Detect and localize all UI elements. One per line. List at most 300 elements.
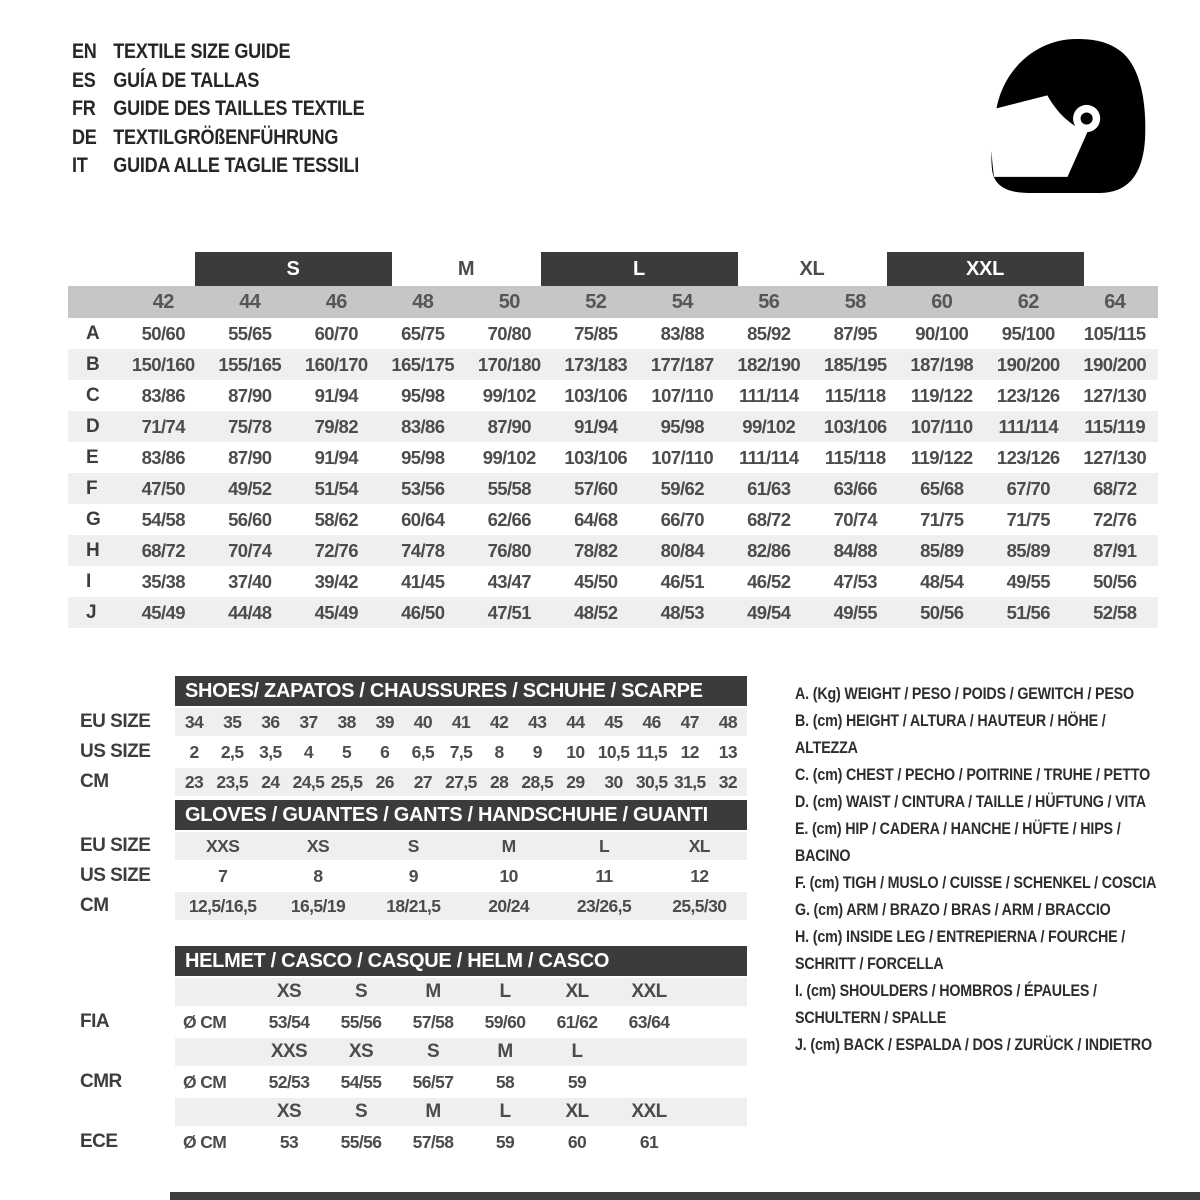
measure-row-label: G: [86, 508, 101, 530]
measure-value-cell: 52/58: [1093, 601, 1137, 623]
shoes-eu-value: 37: [299, 711, 318, 732]
measurement-legend: [795, 680, 1165, 1058]
gloves-us-value: 11: [595, 865, 613, 886]
gloves-cm-value: 18/21,5: [386, 895, 441, 916]
legend-item: C. (cm) CHEST / PECHO / POITRINE / TRUHE / PETTO: [795, 765, 1151, 784]
measure-value-cell: 99/102: [482, 384, 536, 406]
measure-value-cell: 35/38: [141, 570, 185, 592]
shoes-us-value: 10: [566, 741, 585, 762]
size-number: 46: [325, 290, 347, 313]
measure-value-cell: 50/56: [1093, 570, 1137, 592]
measure-value-cell: 80/84: [660, 539, 704, 561]
measure-row-label: E: [86, 446, 99, 468]
helmet-size-label: XXL: [631, 1101, 667, 1122]
helmet-size-label: M: [425, 1101, 441, 1122]
shoes-eu-value: 48: [718, 711, 738, 732]
measure-value-cell: 71/75: [920, 508, 964, 530]
measure-value-cell: 85/92: [747, 322, 791, 344]
measure-value-cell: 70/80: [487, 322, 531, 344]
helmet-value: 53/54: [268, 1011, 310, 1032]
shoes-cm-value: 28,5: [521, 771, 554, 792]
main-size-table: [68, 252, 1158, 628]
measure-value-cell: 190/200: [1083, 353, 1147, 375]
helmet-unit-label: Ø CM: [183, 1131, 227, 1152]
shoes-cm-value: 30,5: [635, 771, 668, 792]
measure-value-cell: 99/102: [742, 415, 796, 437]
shoes-eu-value: 34: [184, 711, 204, 732]
shoes-header-row: [80, 676, 760, 706]
measure-value-cell: 87/91: [1093, 539, 1137, 561]
shoes-cm-value: 23: [184, 771, 204, 792]
size-number: 48: [412, 290, 434, 313]
size-group-s: S: [195, 252, 392, 286]
gloves-eu-value: S: [407, 835, 419, 856]
language-title: GUIDE DES TAILLES TEXTILE: [113, 97, 365, 120]
helmet-value: 53: [279, 1131, 299, 1152]
measure-value-cell: 67/70: [1006, 477, 1050, 499]
measure-value-cell: 115/118: [824, 446, 886, 468]
measure-value-cell: 68/72: [747, 508, 791, 530]
helmet-size-label: XXS: [270, 1041, 308, 1062]
helmet-unit-label: Ø CM: [183, 1011, 227, 1032]
helmet-standard-label-ece: ECE: [80, 1131, 118, 1152]
shoes-us-value: 3,5: [259, 741, 282, 762]
gloves-us-value: 8: [313, 865, 323, 886]
helmet-size-label: XL: [565, 1101, 589, 1122]
measure-value-cell: 87/90: [487, 415, 531, 437]
helmet-value: 59: [495, 1131, 515, 1152]
language-title: TEXTILE SIZE GUIDE: [113, 40, 291, 63]
legend-item: B. (cm) HEIGHT / ALTURA / HAUTEUR / HÖHE / ALTEZZA: [795, 711, 1106, 757]
measure-value-cell: 47/50: [141, 477, 185, 499]
helmet-section: [80, 946, 760, 1158]
helmet-value-cells: [175, 1068, 747, 1096]
measure-value-cell: 43/47: [487, 570, 531, 592]
helmet-standard-row: [80, 1008, 760, 1036]
measure-value-cell: 185/195: [823, 353, 887, 375]
language-code: DE: [72, 125, 97, 149]
gloves-cm-value: 25,5/30: [672, 895, 727, 916]
measure-row: [68, 566, 1158, 597]
helmet-standard-row: [80, 1128, 760, 1156]
shoes-section: [80, 676, 760, 798]
measure-value-cell: 150/160: [131, 353, 195, 375]
measure-value-cell: 54/58: [141, 508, 185, 530]
language-title: TEXTILGRÖßENFÜHRUNG: [113, 125, 339, 149]
shoes-us-value: 6,5: [411, 741, 435, 762]
helmet-value: 60: [567, 1131, 587, 1152]
size-number: 58: [844, 290, 866, 313]
measure-value-cell: 95/98: [660, 415, 704, 437]
measure-value-cell: 127/130: [1083, 446, 1147, 468]
measure-value-cell: 103/106: [564, 446, 628, 468]
language-title: GUIDA ALLE TAGLIE TESSILI: [113, 154, 360, 177]
measure-value-cell: 48/52: [574, 601, 618, 623]
helmet-value: 59/60: [484, 1011, 526, 1032]
measure-row: [68, 411, 1158, 442]
helmet-size-label: S: [354, 1101, 368, 1122]
measure-row-label: D: [86, 415, 100, 437]
helmet-value: 56/57: [412, 1071, 454, 1092]
measure-value-cell: 49/55: [833, 601, 877, 623]
gloves-cm-label: CM: [80, 895, 109, 916]
measure-value-cell: 50/60: [141, 322, 185, 344]
language-code: IT: [72, 154, 88, 177]
measure-value-cell: 87/95: [833, 322, 877, 344]
measure-value-cell: 45/49: [141, 601, 185, 623]
helmet-standard-row: [80, 1068, 760, 1096]
legend-item: D. (cm) WAIST / CINTURA / TAILLE / HÜFTUNG / VITA: [795, 792, 1146, 811]
measure-value-cell: 95/100: [1001, 322, 1055, 344]
measure-value-cell: 83/86: [141, 384, 185, 406]
measure-value-cell: 56/60: [228, 508, 272, 530]
measure-value-cell: 119/122: [910, 384, 973, 406]
measure-value-cell: 49/54: [747, 601, 791, 623]
shoes-us-value: 8: [494, 741, 504, 762]
measure-value-cell: 76/80: [487, 539, 531, 561]
gloves-us-value: 12: [690, 865, 709, 886]
shoes-us-value: 13: [718, 741, 738, 762]
measure-value-cell: 107/110: [651, 446, 714, 468]
measure-value-cell: 107/110: [910, 415, 973, 437]
measure-value-cell: 87/90: [228, 446, 272, 468]
measure-value-cell: 85/89: [920, 539, 964, 561]
measure-value-cell: 44/48: [228, 601, 272, 623]
measure-value-cell: 53/56: [401, 477, 445, 499]
measure-value-cell: 84/88: [833, 539, 877, 561]
gloves-us-row: [80, 862, 760, 890]
measure-value-cell: 65/75: [401, 322, 445, 344]
measure-value-cell: 90/100: [915, 322, 969, 344]
measure-value-cell: 165/175: [391, 353, 455, 375]
language-row: [72, 67, 364, 96]
measure-row: [68, 442, 1158, 473]
measure-value-cell: 127/130: [1083, 384, 1147, 406]
gloves-eu-value: M: [501, 835, 516, 856]
measure-row-label: J: [86, 601, 97, 623]
shoes-us-value: 2,5: [220, 741, 244, 762]
shoes-us-value: 9: [532, 741, 542, 762]
measure-row-label: F: [86, 477, 98, 499]
measure-value-cell: 55/65: [228, 322, 272, 344]
measure-value-cell: 46/52: [747, 570, 791, 592]
measure-value-cell: 65/68: [920, 477, 964, 499]
gloves-us-label: US SIZE: [80, 865, 151, 886]
shoes-us-value: 5: [342, 741, 352, 762]
language-title: GUÍA DE TALLAS: [113, 68, 260, 92]
shoes-eu-value: 43: [528, 711, 547, 732]
measure-value-cell: 51/56: [1006, 601, 1050, 623]
shoes-cm-value: 28: [489, 771, 509, 792]
helmet-size-label: L: [499, 981, 511, 1002]
helmet-value-cells: [175, 1128, 747, 1156]
measure-value-cell: 91/94: [314, 446, 358, 468]
shoes-cm-value: 31,5: [673, 771, 706, 792]
measure-value-cell: 155/165: [218, 353, 282, 375]
measure-row-label: H: [86, 539, 100, 561]
gloves-cm-cells: [175, 892, 747, 920]
measure-value-cell: 87/90: [228, 384, 272, 406]
shoes-us-value: 11,5: [636, 741, 667, 762]
measure-value-cell: 75/85: [574, 322, 618, 344]
helmet-standard-label-cmr: CMR: [80, 1071, 122, 1092]
measure-row-label: B: [86, 353, 100, 375]
language-row: [72, 152, 364, 181]
measure-value-cell: 103/106: [564, 384, 628, 406]
measure-value-cell: 46/51: [660, 570, 704, 592]
measure-value-cell: 85/89: [1006, 539, 1050, 561]
measure-row-label: C: [86, 384, 100, 406]
shoes-eu-cells: [175, 708, 747, 736]
measure-value-cell: 68/72: [1093, 477, 1137, 499]
gloves-eu-row: [80, 832, 760, 860]
shoes-us-value: 6: [380, 741, 390, 762]
language-row: [72, 95, 364, 124]
shoes-cm-value: 27: [413, 771, 432, 792]
measure-value-cell: 177/187: [650, 353, 714, 375]
measure-value-cell: 182/190: [737, 353, 801, 375]
shoes-us-cells: [175, 738, 747, 766]
language-code: FR: [72, 97, 96, 120]
gloves-title-bar: GLOVES / GUANTES / GANTS / HANDSCHUHE / GUANTI: [175, 800, 747, 830]
legend-item: A. (Kg) WEIGHT / PESO / POIDS / GEWITCH / PESO: [795, 684, 1134, 703]
measure-value-cell: 111/114: [738, 384, 799, 406]
shoes-eu-value: 46: [642, 711, 661, 732]
shoes-title-bar: SHOES/ ZAPATOS / CHAUSSURES / SCHUHE / SCARPE: [175, 676, 747, 706]
shoes-cm-value: 32: [718, 771, 738, 792]
gloves-us-cells: [175, 862, 747, 890]
legend-item: E. (cm) HIP / CADERA / HANCHE / HÜFTE / HIPS / BACINO: [795, 819, 1121, 865]
gloves-cm-value: 16,5/19: [290, 895, 346, 916]
language-code: EN: [72, 40, 97, 63]
shoes-eu-value: 38: [337, 711, 356, 732]
measure-value-cell: 57/60: [574, 477, 618, 499]
helmet-svg: [978, 33, 1156, 199]
gloves-cm-row: [80, 892, 760, 920]
measure-row: [68, 473, 1158, 504]
shoes-cm-value: 30: [604, 771, 623, 792]
helmet-value: 57/58: [412, 1131, 454, 1152]
gloves-cm-value: 23/26,5: [576, 895, 632, 916]
size-number: 50: [498, 290, 520, 313]
measure-value-cell: 62/66: [487, 508, 531, 530]
size-number: 54: [671, 290, 693, 313]
helmet-value: 55/56: [340, 1011, 382, 1032]
helmet-sizes-row: [80, 1038, 760, 1066]
legend-item: F. (cm) TIGH / MUSLO / CUISSE / SCHENKEL / COSCIA: [795, 873, 1157, 892]
helmet-size-label: S: [354, 981, 368, 1002]
measure-value-cell: 46/50: [401, 601, 445, 623]
measure-row: [68, 318, 1158, 349]
shoes-cm-value: 25,5: [330, 771, 363, 792]
measure-value-cell: 71/75: [1006, 508, 1050, 530]
measure-value-cell: 47/51: [487, 601, 531, 623]
measure-value-cell: 123/126: [996, 446, 1060, 468]
measure-value-cell: 71/74: [141, 415, 185, 437]
gloves-cm-value: 20/24: [488, 895, 530, 916]
shoes-eu-label: EU SIZE: [80, 711, 151, 732]
shoes-cm-cells: [175, 768, 747, 796]
measure-value-cell: 79/82: [314, 415, 358, 437]
size-number: 56: [758, 290, 780, 313]
measure-value-cell: 70/74: [228, 539, 272, 561]
size-number: 44: [239, 290, 261, 313]
shoes-cm-value: 29: [566, 771, 585, 792]
helmet-size-label: M: [425, 981, 441, 1002]
measure-value-cell: 49/52: [228, 477, 272, 499]
measure-value-cell: 60/70: [314, 322, 358, 344]
helmet-size-label: XL: [565, 981, 589, 1002]
helmet-value-cells: [175, 1008, 747, 1036]
size-group-xxl: XXL: [887, 252, 1084, 286]
shoes-eu-value: 41: [451, 711, 471, 732]
helmet-value: 61: [639, 1131, 659, 1152]
measure-value-cell: 99/102: [482, 446, 536, 468]
gloves-section: [80, 800, 760, 922]
measure-value-cell: 39/42: [314, 570, 358, 592]
helmet-header-row: [80, 946, 760, 976]
measure-value-cell: 68/72: [141, 539, 185, 561]
shoes-us-value: 7,5: [449, 741, 473, 762]
measure-row: [68, 504, 1158, 535]
measure-row-label: I: [86, 570, 92, 592]
helmet-value: 61/62: [556, 1011, 598, 1032]
measure-value-cell: 60/64: [401, 508, 445, 530]
helmet-value: 54/55: [340, 1071, 382, 1092]
language-row: [72, 124, 364, 153]
measure-value-cell: 78/82: [574, 539, 618, 561]
shoes-cm-value: 23,5: [216, 771, 249, 792]
measure-value-cell: 95/98: [401, 384, 445, 406]
legend-item: J. (cm) BACK / ESPALDA / DOS / ZURÜCK / INDIETRO: [795, 1035, 1152, 1054]
gloves-header-row: [80, 800, 760, 830]
measure-value-cell: 91/94: [574, 415, 618, 437]
measure-value-cell: 63/66: [833, 477, 877, 499]
measure-value-cell: 187/198: [910, 353, 974, 375]
measure-value-cell: 48/53: [660, 601, 704, 623]
language-title-block: [72, 38, 364, 181]
shoes-eu-value: 35: [223, 711, 242, 732]
measure-value-cell: 45/50: [574, 570, 618, 592]
measure-row: [68, 349, 1158, 380]
shoes-eu-value: 45: [604, 711, 623, 732]
gloves-eu-label: EU SIZE: [80, 835, 151, 856]
measure-value-cell: 59/62: [660, 477, 704, 499]
size-number: 62: [1017, 290, 1039, 313]
gloves-eu-value: XXS: [206, 835, 240, 856]
measure-value-cell: 83/86: [141, 446, 185, 468]
measure-value-cell: 50/56: [920, 601, 964, 623]
helmet-value: 59: [567, 1071, 587, 1092]
shoes-cm-value: 26: [375, 771, 394, 792]
measure-value-cell: 170/180: [477, 353, 541, 375]
racing-helmet-icon: [978, 33, 1156, 199]
measure-value-cell: 41/45: [401, 570, 445, 592]
measure-row-label: A: [86, 322, 100, 344]
measure-value-cell: 37/40: [228, 570, 272, 592]
size-number-row: [68, 286, 1158, 318]
size-number: 60: [931, 290, 953, 313]
shoes-us-row: [80, 738, 760, 766]
shoes-eu-row: [80, 708, 760, 736]
helmet-sizes-row: [80, 978, 760, 1006]
helmet-size-label: L: [571, 1041, 583, 1062]
measure-value-cell: 51/54: [314, 477, 358, 499]
measure-value-cell: 45/49: [314, 601, 358, 623]
helmet-size-label: XS: [276, 981, 302, 1002]
measure-value-cell: 75/78: [228, 415, 272, 437]
helmet-sizes-cells: [175, 978, 747, 1006]
helmet-value: 52/53: [268, 1071, 310, 1092]
shoes-eu-value: 39: [375, 711, 394, 732]
gloves-eu-cells: [175, 832, 747, 860]
legend-item: H. (cm) INSIDE LEG / ENTREPIERNA / FOURCHE / SCHRITT / FORCELLA: [795, 927, 1126, 973]
helmet-size-label: M: [497, 1041, 513, 1062]
measure-value-cell: 55/58: [487, 477, 531, 499]
measure-value-cell: 82/86: [747, 539, 791, 561]
measure-value-cell: 173/183: [564, 353, 628, 375]
helmet-sizes-cells: [175, 1038, 747, 1066]
measure-value-cell: 49/55: [1006, 570, 1050, 592]
measure-value-cell: 103/106: [823, 415, 887, 437]
gloves-eu-value: XS: [306, 835, 330, 856]
shoes-us-value: 4: [303, 741, 314, 762]
measure-value-cell: 64/68: [574, 508, 618, 530]
measure-value-cell: 72/76: [1093, 508, 1137, 530]
gloves-us-value: 9: [408, 865, 418, 886]
shoes-eu-value: 36: [261, 711, 280, 732]
measure-value-cell: 115/118: [824, 384, 886, 406]
language-code: ES: [72, 68, 96, 92]
shoes-us-value: 10,5: [597, 741, 630, 762]
legend-item: G. (cm) ARM / BRAZO / BRAS / ARM / BRACCIO: [795, 900, 1111, 919]
measure-value-cell: 48/54: [920, 570, 964, 592]
helmet-size-label: L: [499, 1101, 511, 1122]
measure-value-cell: 72/76: [314, 539, 358, 561]
shoes-eu-value: 44: [566, 711, 585, 732]
shoes-us-value: 2: [189, 741, 199, 762]
bottom-bar: [170, 1192, 1200, 1200]
helmet-title-bar: HELMET / CASCO / CASQUE / HELM / CASCO: [175, 946, 747, 976]
size-number: 52: [585, 290, 607, 313]
measure-value-cell: 119/122: [910, 446, 973, 468]
measure-value-cell: 111/114: [998, 415, 1059, 437]
measure-value-cell: 74/78: [401, 539, 445, 561]
shoes-cm-value: 27,5: [445, 771, 477, 792]
helmet-unit-label: Ø CM: [183, 1071, 227, 1092]
measure-value-cell: 123/126: [996, 384, 1060, 406]
helmet-size-label: XXL: [631, 981, 667, 1002]
helmet-sizes-cells: [175, 1098, 747, 1126]
helmet-value: 57/58: [412, 1011, 454, 1032]
measure-value-cell: 83/88: [660, 322, 704, 344]
helmet-value: 63/64: [628, 1011, 670, 1032]
measure-value-cell: 91/94: [314, 384, 358, 406]
measure-value-cell: 83/86: [401, 415, 445, 437]
size-number: 64: [1104, 290, 1126, 313]
measure-value-cell: 70/74: [833, 508, 877, 530]
gloves-us-value: 7: [218, 865, 228, 886]
size-number: 42: [152, 290, 174, 313]
measure-value-cell: 160/170: [304, 353, 368, 375]
helmet-value: 58: [495, 1071, 515, 1092]
helmet-standard-label-fia: FIA: [80, 1011, 110, 1032]
measure-row: [68, 597, 1158, 628]
gloves-eu-value: XL: [688, 835, 710, 856]
shoes-us-value: 12: [680, 741, 699, 762]
shoes-cm-value: 24,5: [292, 771, 325, 792]
shoes-cm-value: 24: [261, 771, 280, 792]
